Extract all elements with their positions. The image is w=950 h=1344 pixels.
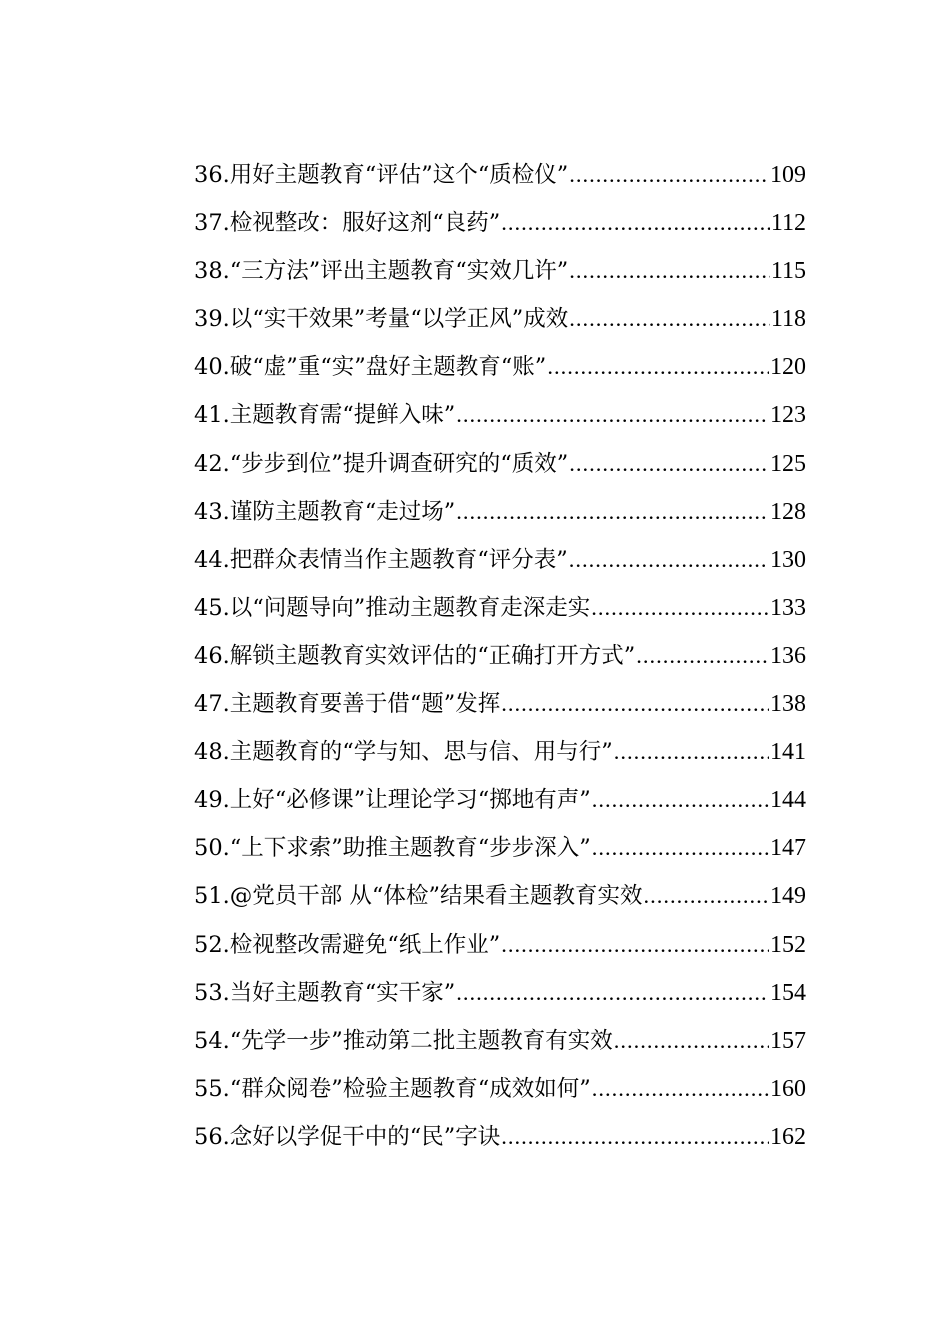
page-number: 162 [770,1123,806,1150]
entry-title: 40.破“虚”重“实”盘好主题教育“账” [194,354,547,381]
toc-entry[interactable] [194,1065,806,1113]
toc-entry[interactable] [194,440,806,488]
dot-leader [456,391,769,439]
toc-entry[interactable] [194,728,806,776]
entry-title: 55.“群众阅卷”检验主题教育“成效如何” [194,1075,591,1102]
page-number: 149 [770,883,806,910]
dot-leader [592,776,769,824]
dot-leader [456,969,769,1017]
toc-entry[interactable] [194,872,806,920]
dot-leader [501,921,769,969]
dot-leader [501,1113,769,1161]
dot-leader [569,295,770,343]
entry-title: 48.主题教育的“学与知、思与信、用与行” [194,739,613,766]
toc-entry[interactable] [194,969,806,1017]
entry-title: 53.当好主题教育“实干家” [194,979,456,1006]
dot-leader [614,1017,769,1065]
dot-leader [614,728,769,776]
page-number: 112 [770,210,806,237]
toc-entry[interactable] [194,199,806,247]
dot-leader [592,1065,769,1113]
toc-entry[interactable] [194,921,806,969]
dot-leader [636,632,769,680]
dot-leader [591,584,769,632]
page-number: 157 [770,1027,806,1054]
page-number: 144 [770,787,806,814]
toc-entry[interactable] [194,151,806,199]
toc-entry[interactable] [194,776,806,824]
dot-leader [569,536,769,584]
page-number: 109 [770,162,806,188]
toc-entry[interactable] [194,247,806,295]
page-number: 141 [770,739,806,766]
table-of-contents [194,151,806,1161]
entry-title: 56.念好以学促干中的“民”字诀 [194,1123,501,1150]
dot-leader [643,872,769,920]
toc-entry[interactable] [194,824,806,872]
toc-entry[interactable] [194,536,806,584]
entry-title: 47.主题教育要善于借“题”发挥 [194,691,501,718]
entry-title: 41.主题教育需“提鲜入味” [194,402,456,429]
page-number: 123 [770,402,806,429]
dot-leader [547,343,769,391]
dot-leader [501,199,770,247]
toc-entry[interactable] [194,391,806,439]
dot-leader [501,680,769,728]
page-number: 115 [770,258,806,285]
entry-title: 42.“步步到位”提升调查研究的“质效” [194,450,569,477]
page-number: 118 [770,306,806,333]
page-number: 136 [770,642,806,669]
entry-title: 37.检视整改：服好这剂“良药” [194,210,501,237]
page-number: 120 [770,354,806,381]
page-number: 160 [770,1075,806,1102]
entry-title: 46.解锁主题教育实效评估的“正确打开方式” [194,642,636,669]
entry-title: 39.以“实干效果”考量“以学正风”成效 [194,306,569,333]
toc-entry[interactable] [194,295,806,343]
dot-leader [592,824,769,872]
dot-leader [569,151,769,199]
entry-title: 50.“上下求索”助推主题教育“步步深入” [194,835,591,862]
entry-title: 44.把群众表情当作主题教育“评分表” [194,546,568,573]
entry-title: 38.“三方法”评出主题教育“实效几许” [194,258,569,285]
entry-title: 36.用好主题教育“评估”这个“质检仪” [194,162,569,188]
dot-leader [569,247,770,295]
toc-entry[interactable] [194,488,806,536]
toc-entry[interactable] [194,1113,806,1161]
page-number: 128 [770,498,806,525]
page-number: 133 [770,594,806,621]
entry-title: 45.以“问题导向”推动主题教育走深走实 [194,594,591,621]
entry-title: 54.“先学一步”推动第二批主题教育有实效 [194,1027,613,1054]
page-number: 152 [770,931,806,958]
toc-entry[interactable] [194,680,806,728]
page-number: 154 [770,979,806,1006]
dot-leader [569,440,769,488]
dot-leader [456,488,769,536]
toc-entry[interactable] [194,1017,806,1065]
page-number: 147 [770,835,806,862]
toc-entry[interactable] [194,632,806,680]
toc-entry[interactable] [194,343,806,391]
page-number: 138 [770,691,806,718]
page-number: 130 [770,546,806,573]
entry-title: 52.检视整改需避免“纸上作业” [194,931,501,958]
entry-title: 49.上好“必修课”让理论学习“掷地有声” [194,787,591,814]
toc-entry[interactable] [194,584,806,632]
entry-title: 43.谨防主题教育“走过场” [194,498,456,525]
entry-title: 51.@党员干部 从“体检”结果看主题教育实效 [194,883,643,910]
page-number: 125 [770,450,806,477]
